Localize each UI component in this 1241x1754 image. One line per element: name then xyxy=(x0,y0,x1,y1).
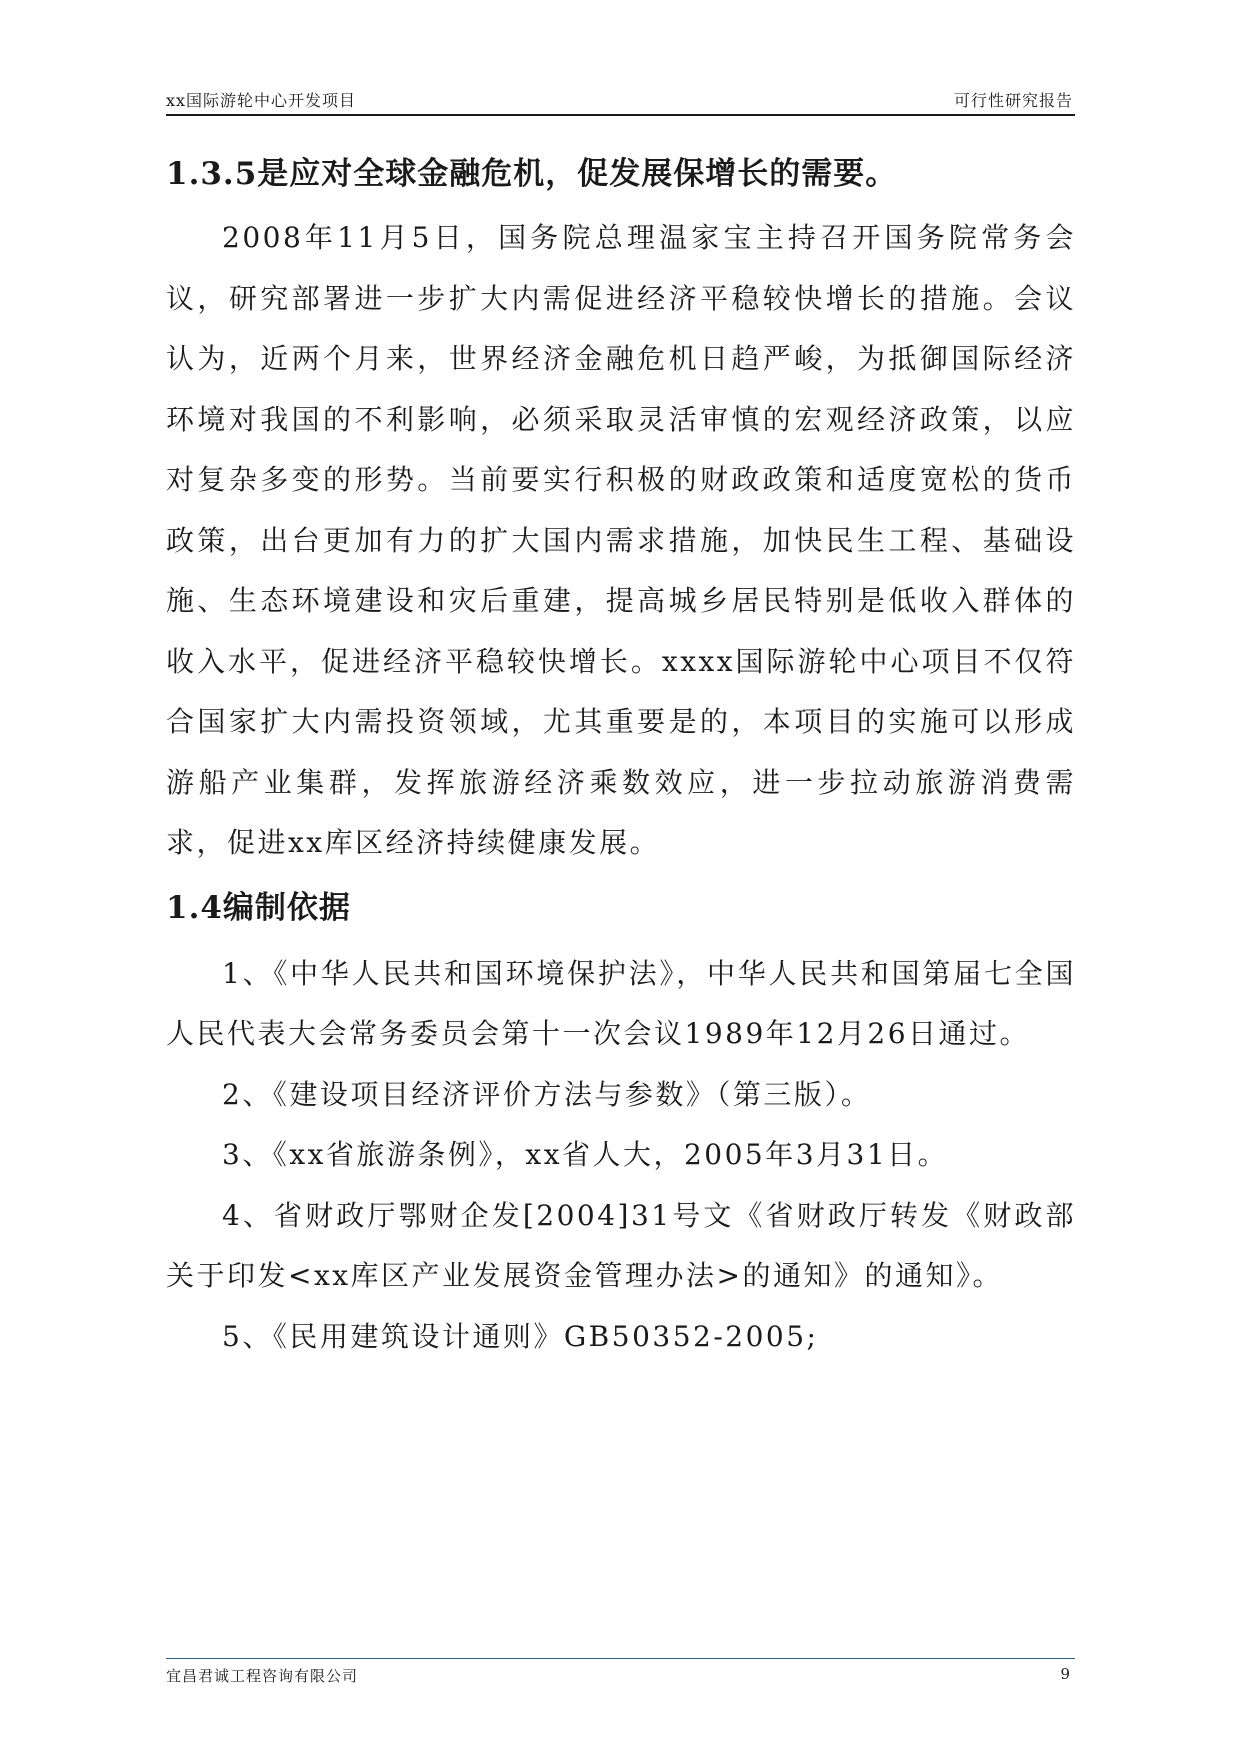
section-heading-1-4: 1.4编制依据 xyxy=(166,889,351,926)
reference-item: 4、省财政厅鄂财企发[2004]31号文《省财政厅转发《财政部关于印发<xx库区产业发展资金管理办法>的通知》的通知》。 xyxy=(166,1198,1076,1292)
header-project-title: xx国际游轮中心开发项目 xyxy=(166,91,357,110)
page-content xyxy=(166,150,1076,1367)
section-paragraph: 2008年11月5日，国务院总理温家宝主持召开国务院常务会议，研究部署进一步扩大内需促进经济平稳较快增长的措施。会议认为，近两个月来，世界经济金融危机日趋严峻，为抵御国际经济环境对我国的不利影响，必须采取灵活审慎的宏观经济政策，以应对复杂多变的形势。当前要实行积极的财政政策和适度宽松的货币政策，出台更加有力的扩大国内需求措施，加快民生工程、基础设施、生态环境建设和灾后重建，提高城乡居民特别是低收入群体的收入水平，促进经济平稳较快增长。xxxx国际游轮中心项目不仅符合国家扩大内需投资领域，尤其重要是的，本项目的实施可以形成游船产业集群，发挥旅游经济乘数效应，进一步拉动旅游消费需求，促进xx库区经济持续健康发展。 xyxy=(166,221,1076,859)
reference-item: 3、《xx省旅游条例》，xx省人大，2005年3月31日。 xyxy=(222,1138,949,1171)
header-report-type: 可行性研究报告 xyxy=(953,91,1073,110)
reference-item: 2、《建设项目经济评价方法与参数》（第三版）。 xyxy=(222,1077,872,1111)
page-number: 9 xyxy=(1060,1665,1071,1683)
reference-item: 5、《民用建筑设计通则》GB50352-2005; xyxy=(222,1319,819,1353)
reference-item: 1、《中华人民共和国环境保护法》，中华人民共和国第届七全国人民代表大会常务委员会第十一次会议1989年12月26日通过。 xyxy=(166,956,1076,1050)
page-footer xyxy=(166,1658,1075,1685)
page-header xyxy=(166,86,1075,116)
footer-company: 宜昌君诚工程咨询有限公司 xyxy=(166,1667,359,1685)
reference-list xyxy=(166,944,1076,1368)
section-heading-1-3-5: 1.3.5是应对全球金融危机，促发展保增长的需要。 xyxy=(166,156,898,192)
